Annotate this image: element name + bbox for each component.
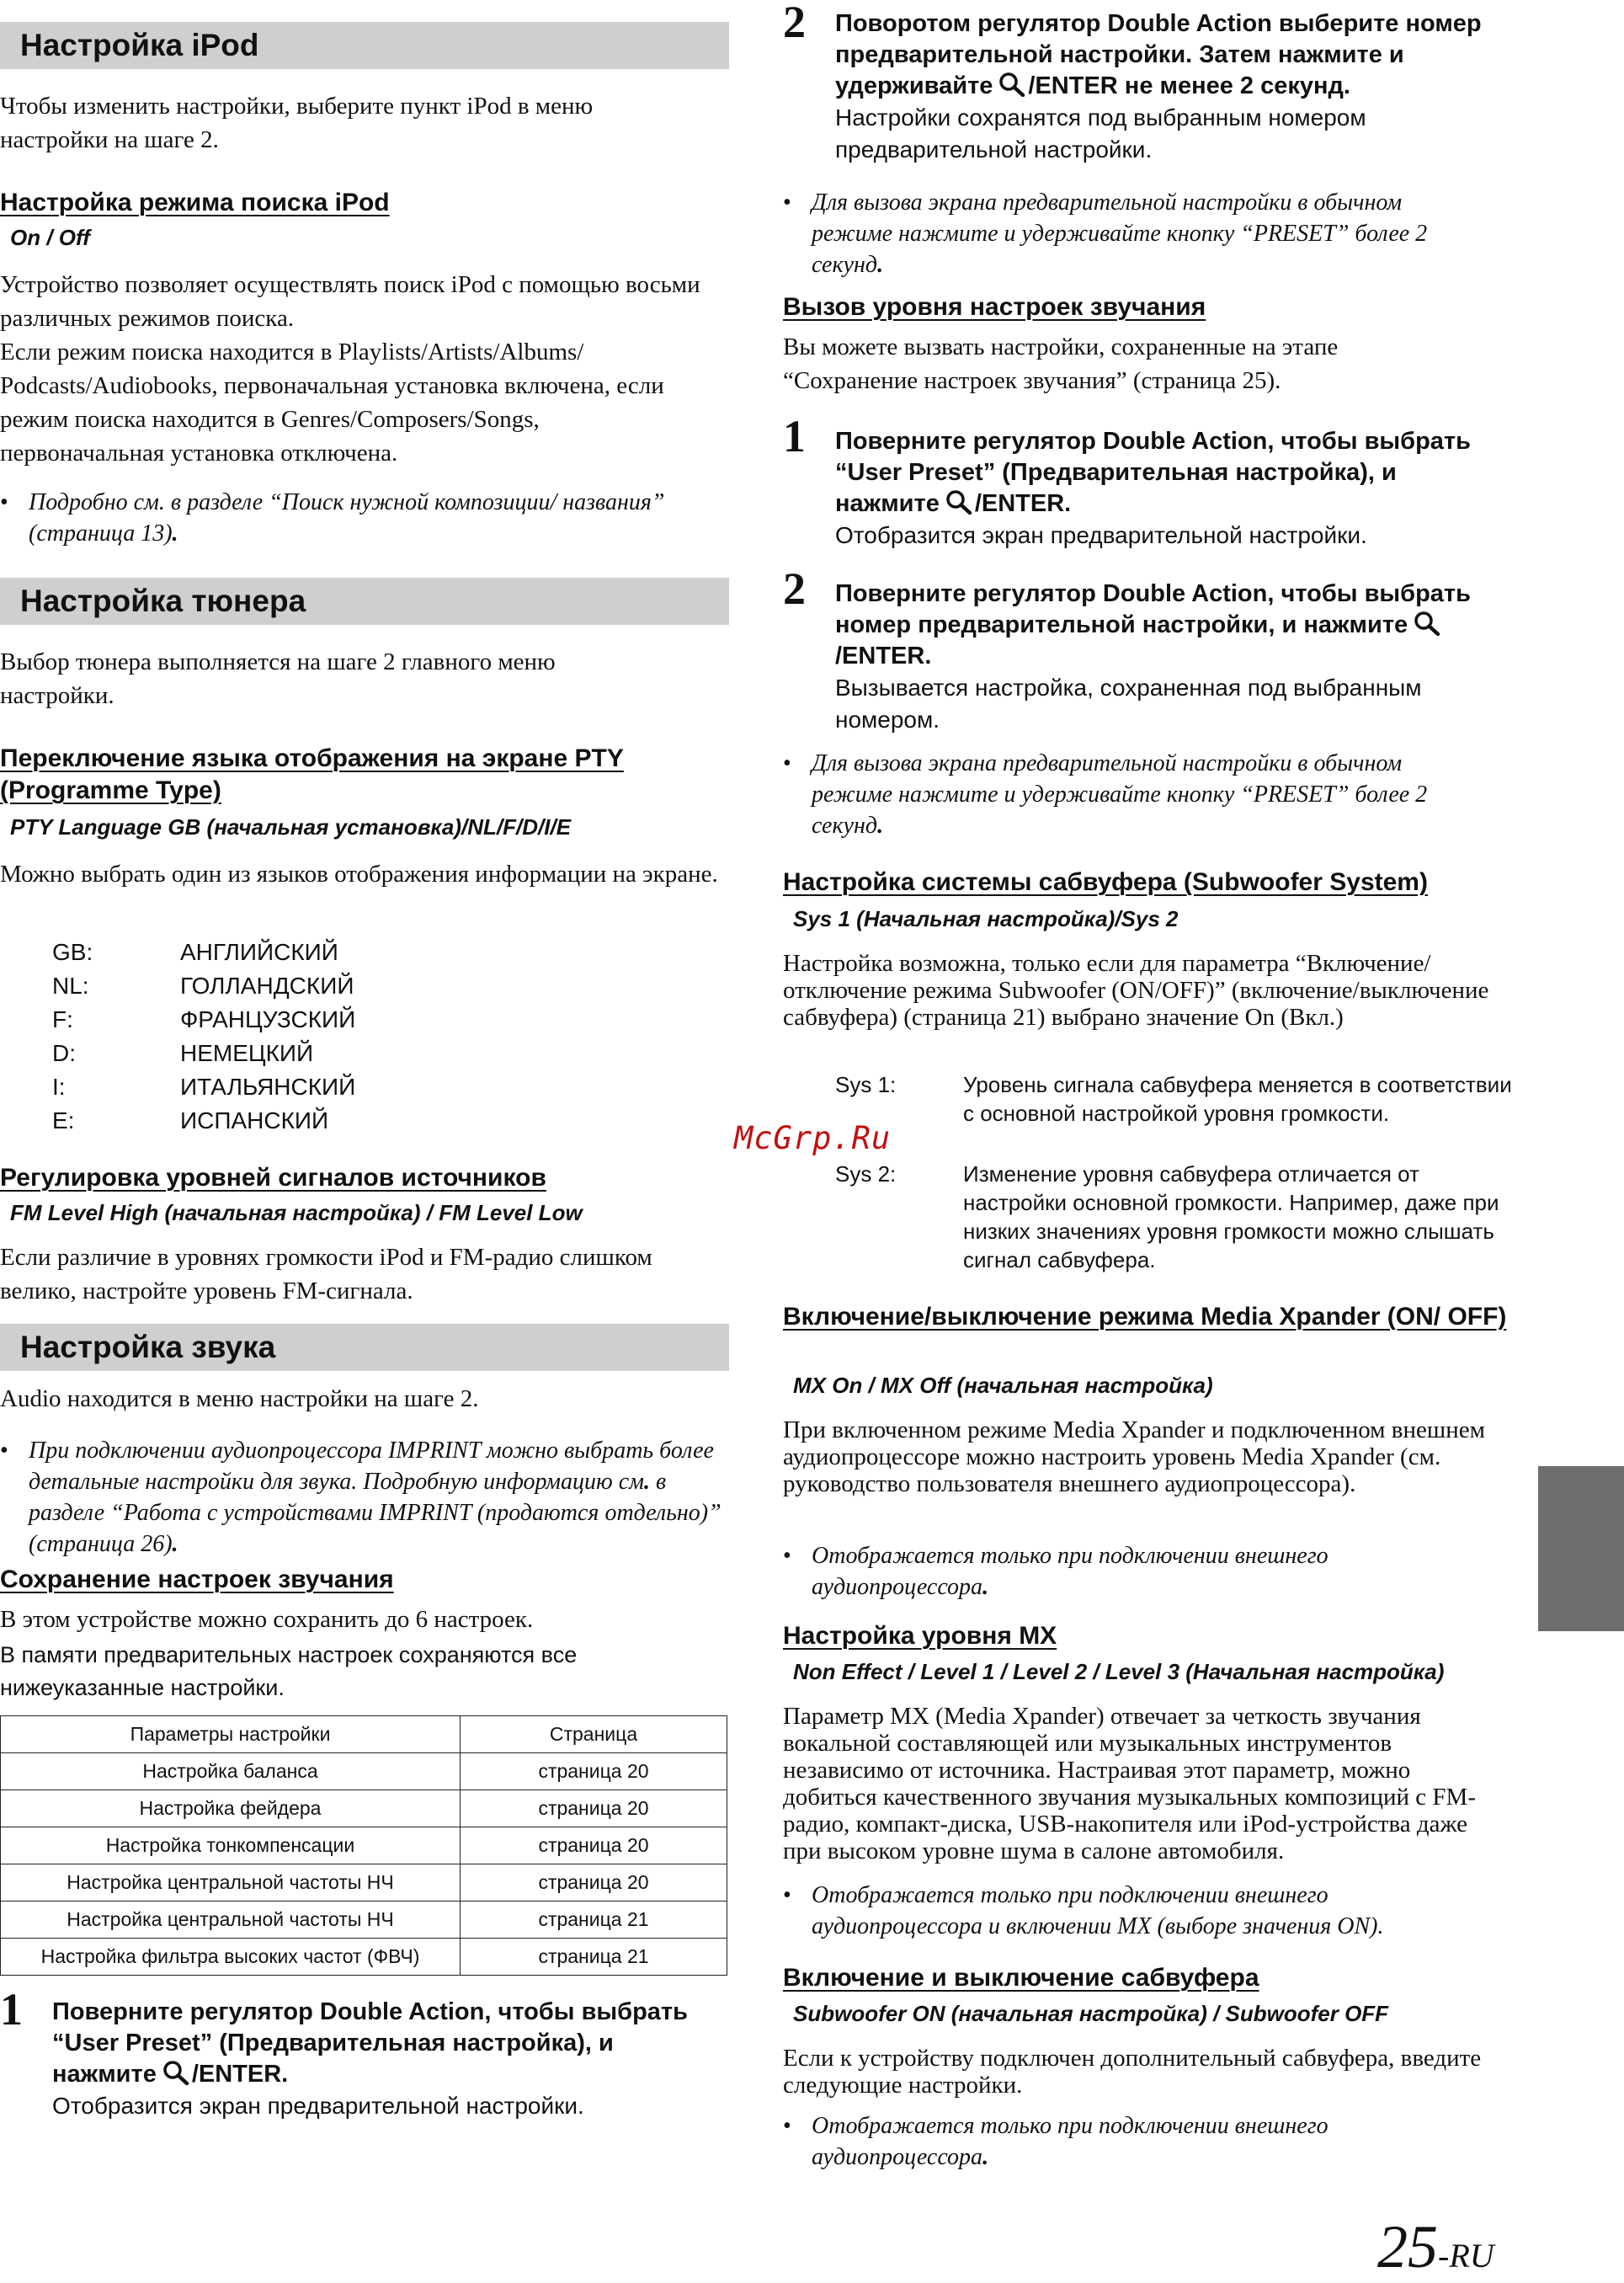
note-text: Отображается только при подключении внешнего аудиопроцессора.: [812, 1543, 1328, 1600]
language-row: GB: АНГЛИЙСКИЙ: [52, 939, 338, 965]
watermark: McGrp.Ru: [734, 1120, 892, 1156]
save-text-2: В памяти предварительных настроек сохраняются все нижеуказанные настройки.: [0, 1642, 578, 1700]
mx-level-text: Параметр MX (Media Xpander) отвечает за четкость звучания вокальной составляющей или музыкальных инструментов независимо от источника. Настраивая этот параметр, можно добиться качественного звучания музыкальных композиций с FM-радио, компакт-диска, USB-накопителя или iPod-устройства даже при высоком уровне шума в салоне автомобиля.: [783, 1703, 1477, 1864]
mx-note: [783, 1540, 1456, 1603]
mx-level-note: [783, 1880, 1456, 1942]
sound-intro: Audio находится в меню настройки на шаге 2.: [0, 1385, 479, 1412]
bullet-mark: •: [783, 2113, 791, 2139]
level-text: Если различие в уровнях громкости iPod и FM-радио слишком велико, настройте уровень FM-сигнала.: [0, 1244, 652, 1304]
save-text-1: В этом устройстве можно сохранить до 6 настроек.: [0, 1606, 534, 1633]
section-tuner: Настройка тюнера: [0, 578, 729, 625]
note-text: Подробно см. в разделе “Поиск нужной композиции/ названия” (страница 13).: [29, 489, 665, 547]
sound-note: [0, 1435, 726, 1560]
bullet-mark: •: [0, 489, 8, 515]
step2-note: [783, 187, 1456, 280]
language-row: F: ФРАНЦУЗСКИЙ: [52, 1006, 356, 1032]
bullet-mark: •: [783, 750, 791, 776]
table-row: Настройка фейдера страница 20: [1, 1790, 727, 1827]
subwoofer-onoff-option: Subwoofer ON (начальная настройка) / Subwoofer OFF: [793, 2001, 1389, 2026]
note-text: Для вызова экрана предварительной настройки в обычном режиме нажмите и удерживайте кнопку “PRESET” более 2 секунд.: [812, 750, 1428, 839]
subwoofer-onoff-note: [783, 2110, 1456, 2173]
bullet-mark: •: [783, 1543, 791, 1569]
subwoofer-onoff-heading: Включение и выключение сабвуфера: [783, 1964, 1259, 1992]
level-heading: Регулировка уровней сигналов источников: [0, 1164, 546, 1192]
recall-step-2: Поверните регулятор Double Action, чтобы выбрать номер предварительной настройки, и нажмите/ENTER. Вызывается настройка, сохраненная под выбранным номером.: [835, 580, 1471, 733]
bullet-mark: •: [783, 1882, 791, 1908]
subwoofer-system-heading: Настройка системы сабвуфера (Subwoofer System): [783, 868, 1428, 896]
subwoofer-system-option: Sys 1 (Начальная настройка)/Sys 2: [793, 906, 1179, 931]
search-icon: [1413, 611, 1441, 636]
table-row: Настройка баланса страница 20: [1, 1753, 727, 1790]
search-icon: [945, 489, 973, 515]
recall-step-1: Поверните регулятор Double Action, чтобы выбрать “User Preset” (Предварительная настройка), и нажмите /ENTER. Отобразится экран предварительной настройки.: [835, 428, 1471, 548]
page-number: 25-RU: [1377, 2213, 1494, 2280]
mx-text: При включенном режиме Media Xpander и подключенном внешнем аудиопроцессоре можно настроить уровень Media Xpander (см. руководство пользователя внешнего аудиопроцессора).: [783, 1416, 1485, 1497]
section-sound: Настройка звука: [0, 1324, 729, 1371]
search-mode-text: Устройство позволяет осуществлять поиск iPod с помощью восьми различных режимов поиска. Если режим поиска находится в Playlists/Artists/Albums/ Podcasts/Audiobooks, первоначальная установка включена, если режим поиска находится в Genres/Composers/Songs, первоначальная установка отключена.: [0, 271, 700, 467]
table-header-row: [1, 1716, 727, 1753]
mx-option: MX On / MX Off (начальная настройка): [793, 1373, 1213, 1398]
note-text: При подключении аудиопроцессора IMPRINT можно выбрать более детальные настройки для звука. Подробную информацию см. в разделе “Работа с устройствами IMPRINT (продаются отдельно)” (страница 26).: [29, 1438, 721, 1557]
settings-table: [0, 1715, 727, 1976]
search-icon: [998, 72, 1026, 97]
step-number: 1: [0, 1984, 23, 2035]
note-text: Отображается только при подключении внешнего аудиопроцессора.: [812, 2113, 1328, 2170]
table-header: Страница: [461, 1716, 727, 1753]
subwoofer-onoff-text: Если к устройству подключен дополнительный сабвуфера, введите следующие настройки.: [783, 2045, 1482, 2099]
ipod-intro: Чтобы изменить настройки, выберите пункт iPod в меню настройки на шаге 2.: [0, 93, 594, 153]
mx-level-heading: Настройка уровня MX: [783, 1622, 1057, 1650]
search-icon: [162, 2060, 190, 2085]
table-row: Настройка центральной частоты НЧ страница 20: [1, 1864, 727, 1902]
sys1-row: Sys 1: Уровень сигнала сабвуфера меняется в соответствии с основной настройкой уровня громкости.: [835, 1072, 1512, 1126]
search-mode-heading: Настройка режима поиска iPod: [0, 189, 390, 216]
table-row: Настройка тонкомпенсации страница 20: [1, 1827, 727, 1864]
language-row: D: НЕМЕЦКИЙ: [52, 1040, 314, 1066]
bullet-mark: •: [0, 1438, 8, 1464]
table-row: Настройка центральной частоты НЧ страница 21: [1, 1902, 727, 1939]
search-mode-note: [0, 487, 674, 549]
step-number: 1: [783, 411, 806, 461]
section-side-tab: [1538, 1466, 1624, 1631]
section-ipod: Настройка iPod: [0, 22, 729, 69]
table-header: Параметры настройки: [1, 1716, 461, 1753]
step-number: 2: [783, 0, 806, 47]
mx-heading: Включение/выключение режима Media Xpander (ON/ OFF): [783, 1303, 1507, 1331]
pty-text: Можно выбрать один из языков отображения информации на экране.: [0, 861, 718, 888]
mx-level-option: Non Effect / Level 1 / Level 2 / Level 3 (Начальная настройка): [793, 1659, 1445, 1684]
tuner-intro: Выбор тюнера выполняется на шаге 2 главного меню настройки.: [0, 648, 556, 709]
recall-note: [783, 748, 1456, 841]
bullet-mark: •: [783, 189, 791, 216]
language-row: I: ИТАЛЬЯНСКИЙ: [52, 1074, 356, 1100]
language-row: E: ИСПАНСКИЙ: [52, 1107, 329, 1133]
language-list: [52, 936, 355, 1138]
pty-heading: Переключение языка отображения на экране PTY (Programme Type): [0, 744, 624, 804]
step-number: 2: [783, 563, 806, 614]
pty-option: PTY Language GB (начальная установка)/NL/F/D/I/E: [10, 814, 572, 840]
table-row: Настройка фильтра высоких частот (ФВЧ) страница 21: [1, 1939, 727, 1976]
level-option: FM Level High (начальная настройка) / FM Level Low: [10, 1200, 583, 1225]
subwoofer-system-text: Настройка возможна, только если для параметра “Включение/отключение режима Subwoofer (ON/OFF)” (включение/выключение сабвуфера) (страница 21) выбрано значение On (Вкл.): [783, 950, 1489, 1031]
save-heading: Сохранение настроек звучания: [0, 1566, 394, 1593]
sys2-row: Sys 2: Изменение уровня сабвуфера отличается от настройки основной громкости. Например, даже при низких значениях уровня громкости можно слышать сигнал сабвуфера.: [835, 1161, 1499, 1272]
search-mode-option: On / Off: [10, 225, 90, 250]
save-step-1: Поверните регулятор Double Action, чтобы выбрать “User Preset” (Предварительная настройка), и нажмите /ENTER. Отобразится экран предварительной настройки.: [52, 1998, 688, 2119]
recall-heading: Вызов уровня настроек звучания: [783, 293, 1206, 321]
save-step-2: Поворотом регулятор Double Action выберите номер предварительной настройки. Затем нажмите и удерживайте /ENTER не менее 2 секунд. Настройки сохранятся под выбранным номером предварительной настройки.: [835, 10, 1482, 163]
note-text: Для вызова экрана предварительной настройки в обычном режиме нажмите и удерживайте кнопку “PRESET” более 2 секунд.: [812, 189, 1428, 278]
language-row: NL: ГОЛЛАНДСКИЙ: [52, 973, 354, 999]
recall-text: Вы можете вызвать настройки, сохраненные на этапе “Сохранение настроек звучания” (страница 25).: [783, 333, 1339, 394]
note-text: Отображается только при подключении внешнего аудиопроцессора и включении MX (выборе значения ON).: [812, 1882, 1384, 1939]
